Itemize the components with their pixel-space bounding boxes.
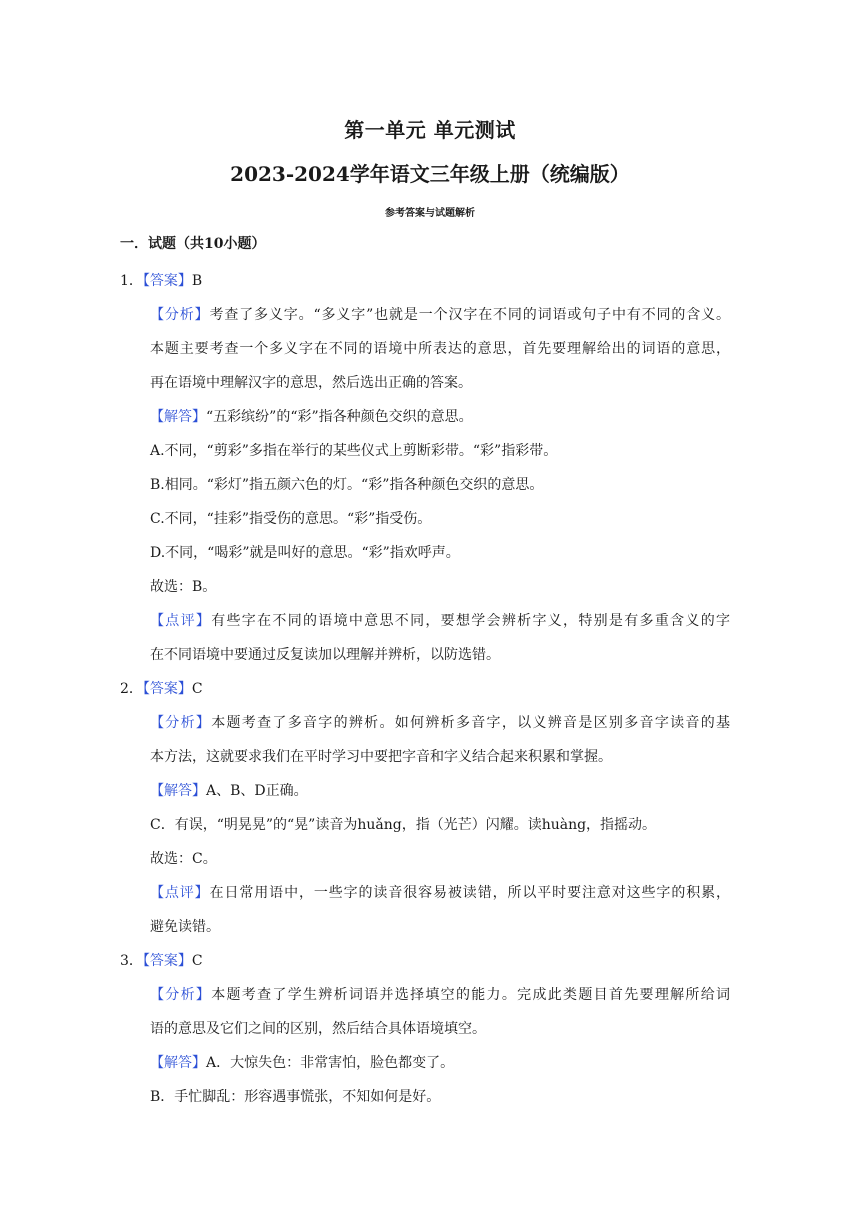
solution-tag: 【解答】 bbox=[150, 783, 206, 799]
answer-value: B bbox=[191, 273, 203, 289]
answer-value: C bbox=[191, 953, 203, 969]
comment-line: 【点评】有些字在不同的语境中意思不同，要想学会辨析字义，特别是有多重含义的字 bbox=[150, 613, 731, 629]
analysis-line: 【分析】考查了多义字。“多义字”也就是一个汉字在不同的词语或句子中有不同的含义。 bbox=[150, 307, 731, 323]
solution-line: 故选：B。 bbox=[150, 579, 217, 595]
solution-tag: 【解答】 bbox=[150, 1055, 206, 1071]
analysis-line: 本方法，这就要求我们在平时学习中要把字音和字义结合起来积累和掌握。 bbox=[150, 749, 612, 765]
solution-line: 【解答】“五彩缤纷”的“彩”指各种颜色交织的意思。 bbox=[150, 409, 473, 425]
question-3-answer-line bbox=[120, 950, 203, 970]
analysis-line: 再在语境中理解汉字的意思，然后选出正确的答案。 bbox=[150, 375, 472, 391]
comment-line: 避免读错。 bbox=[150, 919, 220, 935]
answer-tag: 【答案】 bbox=[142, 953, 192, 969]
question-number: 1． bbox=[120, 273, 143, 289]
solution-line: A.不同，“剪彩”多指在举行的某些仪式上剪断彩带。“彩”指彩带。 bbox=[150, 443, 558, 459]
question-number: 3． bbox=[120, 953, 143, 969]
answer-tag: 【答案】 bbox=[142, 273, 192, 289]
answer-tag: 【答案】 bbox=[142, 681, 192, 697]
analysis-tag: 【分析】 bbox=[150, 987, 212, 1003]
analysis-line: 本题主要考查一个多义字在不同的语境中所表达的意思，首先要理解给出的词语的意思， bbox=[150, 341, 730, 357]
comment-tag: 【点评】 bbox=[150, 613, 212, 629]
comment-line: 在不同语境中要通过反复读加以理解并辨析，以防选错。 bbox=[150, 647, 500, 663]
solution-line: C．有误，“明晃晃”的“晃”读音为huǎng，指（光芒）闪耀。读huàng，指摇动。 bbox=[150, 817, 657, 833]
solution-line: B.相同。“彩灯”指五颜六色的灯。“彩”指各种颜色交织的意思。 bbox=[150, 477, 544, 493]
question-2-answer-line bbox=[120, 678, 203, 698]
solution-line: 故选：C。 bbox=[150, 851, 217, 867]
solution-tag: 【解答】 bbox=[150, 409, 206, 425]
analysis-line: 【分析】本题考查了学生辨析词语并选择填空的能力。完成此类题目首先要理解所给词 bbox=[150, 987, 731, 1003]
question-1-answer-line bbox=[120, 270, 202, 290]
analysis-tag: 【分析】 bbox=[150, 307, 210, 323]
analysis-line: 语的意思及它们之间的区别，然后结合具体语境填空。 bbox=[150, 1021, 486, 1037]
answer-value: C bbox=[191, 681, 203, 697]
page-title: 第一单元 单元测试 bbox=[344, 118, 516, 142]
solution-line: 【解答】A、B、D正确。 bbox=[150, 783, 308, 799]
solution-line: C.不同，“挂彩”指受伤的意思。“彩”指受伤。 bbox=[150, 511, 432, 527]
question-number: 2． bbox=[120, 681, 143, 697]
analysis-line: 【分析】本题考查了多音字的辨析。如何辨析多音字，以义辨音是区别多音字读音的基 bbox=[150, 715, 731, 731]
page-subtitle: 2023-2024学年语文三年级上册（统编版） bbox=[230, 162, 630, 186]
solution-line: D.不同，“喝彩”就是叫好的意思。“彩”指欢呼声。 bbox=[150, 545, 460, 561]
page-caption: 参考答案与试题解析 bbox=[385, 208, 475, 219]
solution-line: B．手忙脚乱：形容遇事慌张，不知如何是好。 bbox=[150, 1089, 441, 1105]
comment-tag: 【点评】 bbox=[150, 885, 210, 901]
section-heading: 一．试题（共10小题） bbox=[120, 236, 266, 252]
analysis-tag: 【分析】 bbox=[150, 715, 212, 731]
comment-line: 【点评】在日常用语中，一些字的读音很容易被读错，所以平时要注意对这些字的积累， bbox=[150, 885, 731, 901]
solution-line: 【解答】A．大惊失色：非常害怕，脸色都变了。 bbox=[150, 1055, 455, 1071]
